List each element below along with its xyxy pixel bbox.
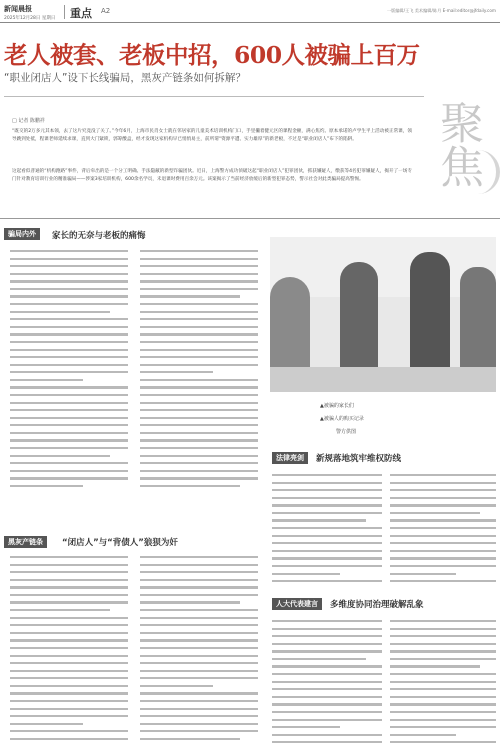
news-photo [270,237,496,392]
column-2-lower-text [140,556,258,745]
photo-legend-1-text: 被骗的家长们 [323,403,354,409]
sec1-title: 家长的无奈与老板的痛悔 [52,231,146,241]
byline: □ 记者 陈鹏祥 [12,118,45,124]
lead-paragraph-2: 这起看似普通的“机构跑路”事件，背后牵出的是一个分工明确、手法隐蔽的新型诈骗团伙。近日，上海警方成功侦破这起“职业闭店人”犯罪团伙，抓获嫌疑人，缴获等4名犯罪嫌疑人，揭开了一场专门针对教育培训行业的精准骗局——涉案3家培训机构，600余名学员，未退课时费用百余万元。该案揭示了当前经济放缓后的新型犯罪态势，警示社会对此类骗局提高警惕。 [12,169,412,182]
photo-floor [270,367,496,392]
subhead: “职业闭店人”设下长线骗局，黑灰产链条如何拆解？ [4,72,246,84]
column-1-text [10,250,128,493]
sec2-tag: 法律亮剑 [272,452,308,464]
photo-plants [270,277,310,367]
column-3-text [272,474,382,588]
sec1-tag: 骗局内外 [4,228,40,240]
photo-legend-2-text: 被骗人的购买记录 [323,416,364,422]
photo-legend-1: ▲被骗的家长们 [320,403,354,409]
date-line: 2025年12月28日 星期日 [4,16,56,21]
sec3-title: “闭店人”与“背债人”狼狈为奸 [62,538,178,548]
sec2-title: 新规落地筑牢维权防线 [316,454,402,464]
column-3-lower-text [272,620,382,749]
column-4-lower-text [390,620,496,749]
page-number: A2 [101,7,111,15]
column-2-text [140,250,258,493]
section-divider [64,5,65,19]
sec4-tag: 人大代表建言 [272,598,322,610]
headline-rule [4,96,424,97]
seal-watermark: 聚焦 [432,100,483,188]
seal-brush-stroke [478,150,500,194]
sec3-tag: 黑灰产链条 [4,536,47,548]
editors-line: 一版编辑/王飞 美术编辑/陈月 E-mail:editor@jfdaily.com [386,8,496,13]
column-4-text [390,474,496,588]
column-1-lower-text [10,556,128,745]
section-title: 重点 [70,7,92,20]
lead-paragraph: “既交的2万多元其本领，去了这片究竟没了关了。”今年6月，上海市民肖女士就在邻居家的儿童美术培训机构门口，手里攥着健元区的课程金额，满心焦灼。原本承诺的卢学生平上活动被正常课，领导跳到处抵，程课老师延续求课，直到大门紧锁，郭筹酸盒，经才发现这家机构早已悄悄易主，前所谓“资源平遭、实力雄厚”的新老板，不过是“职业闭店人”布下的陷阱。 [12,129,412,142]
photo-legend-2: ▲被骗人的购买记录 [320,416,364,422]
headline: 老人被套、老板中招，600人被骗上百万 [4,41,420,69]
paper-name: 新闻晨报 [4,4,32,13]
sec4-title: 多维度协同治理破解乱象 [330,600,424,610]
masthead [0,0,500,26]
masthead-rule [0,22,500,23]
section-rule [0,218,500,219]
photo-credit: 警方供图 [336,429,357,435]
